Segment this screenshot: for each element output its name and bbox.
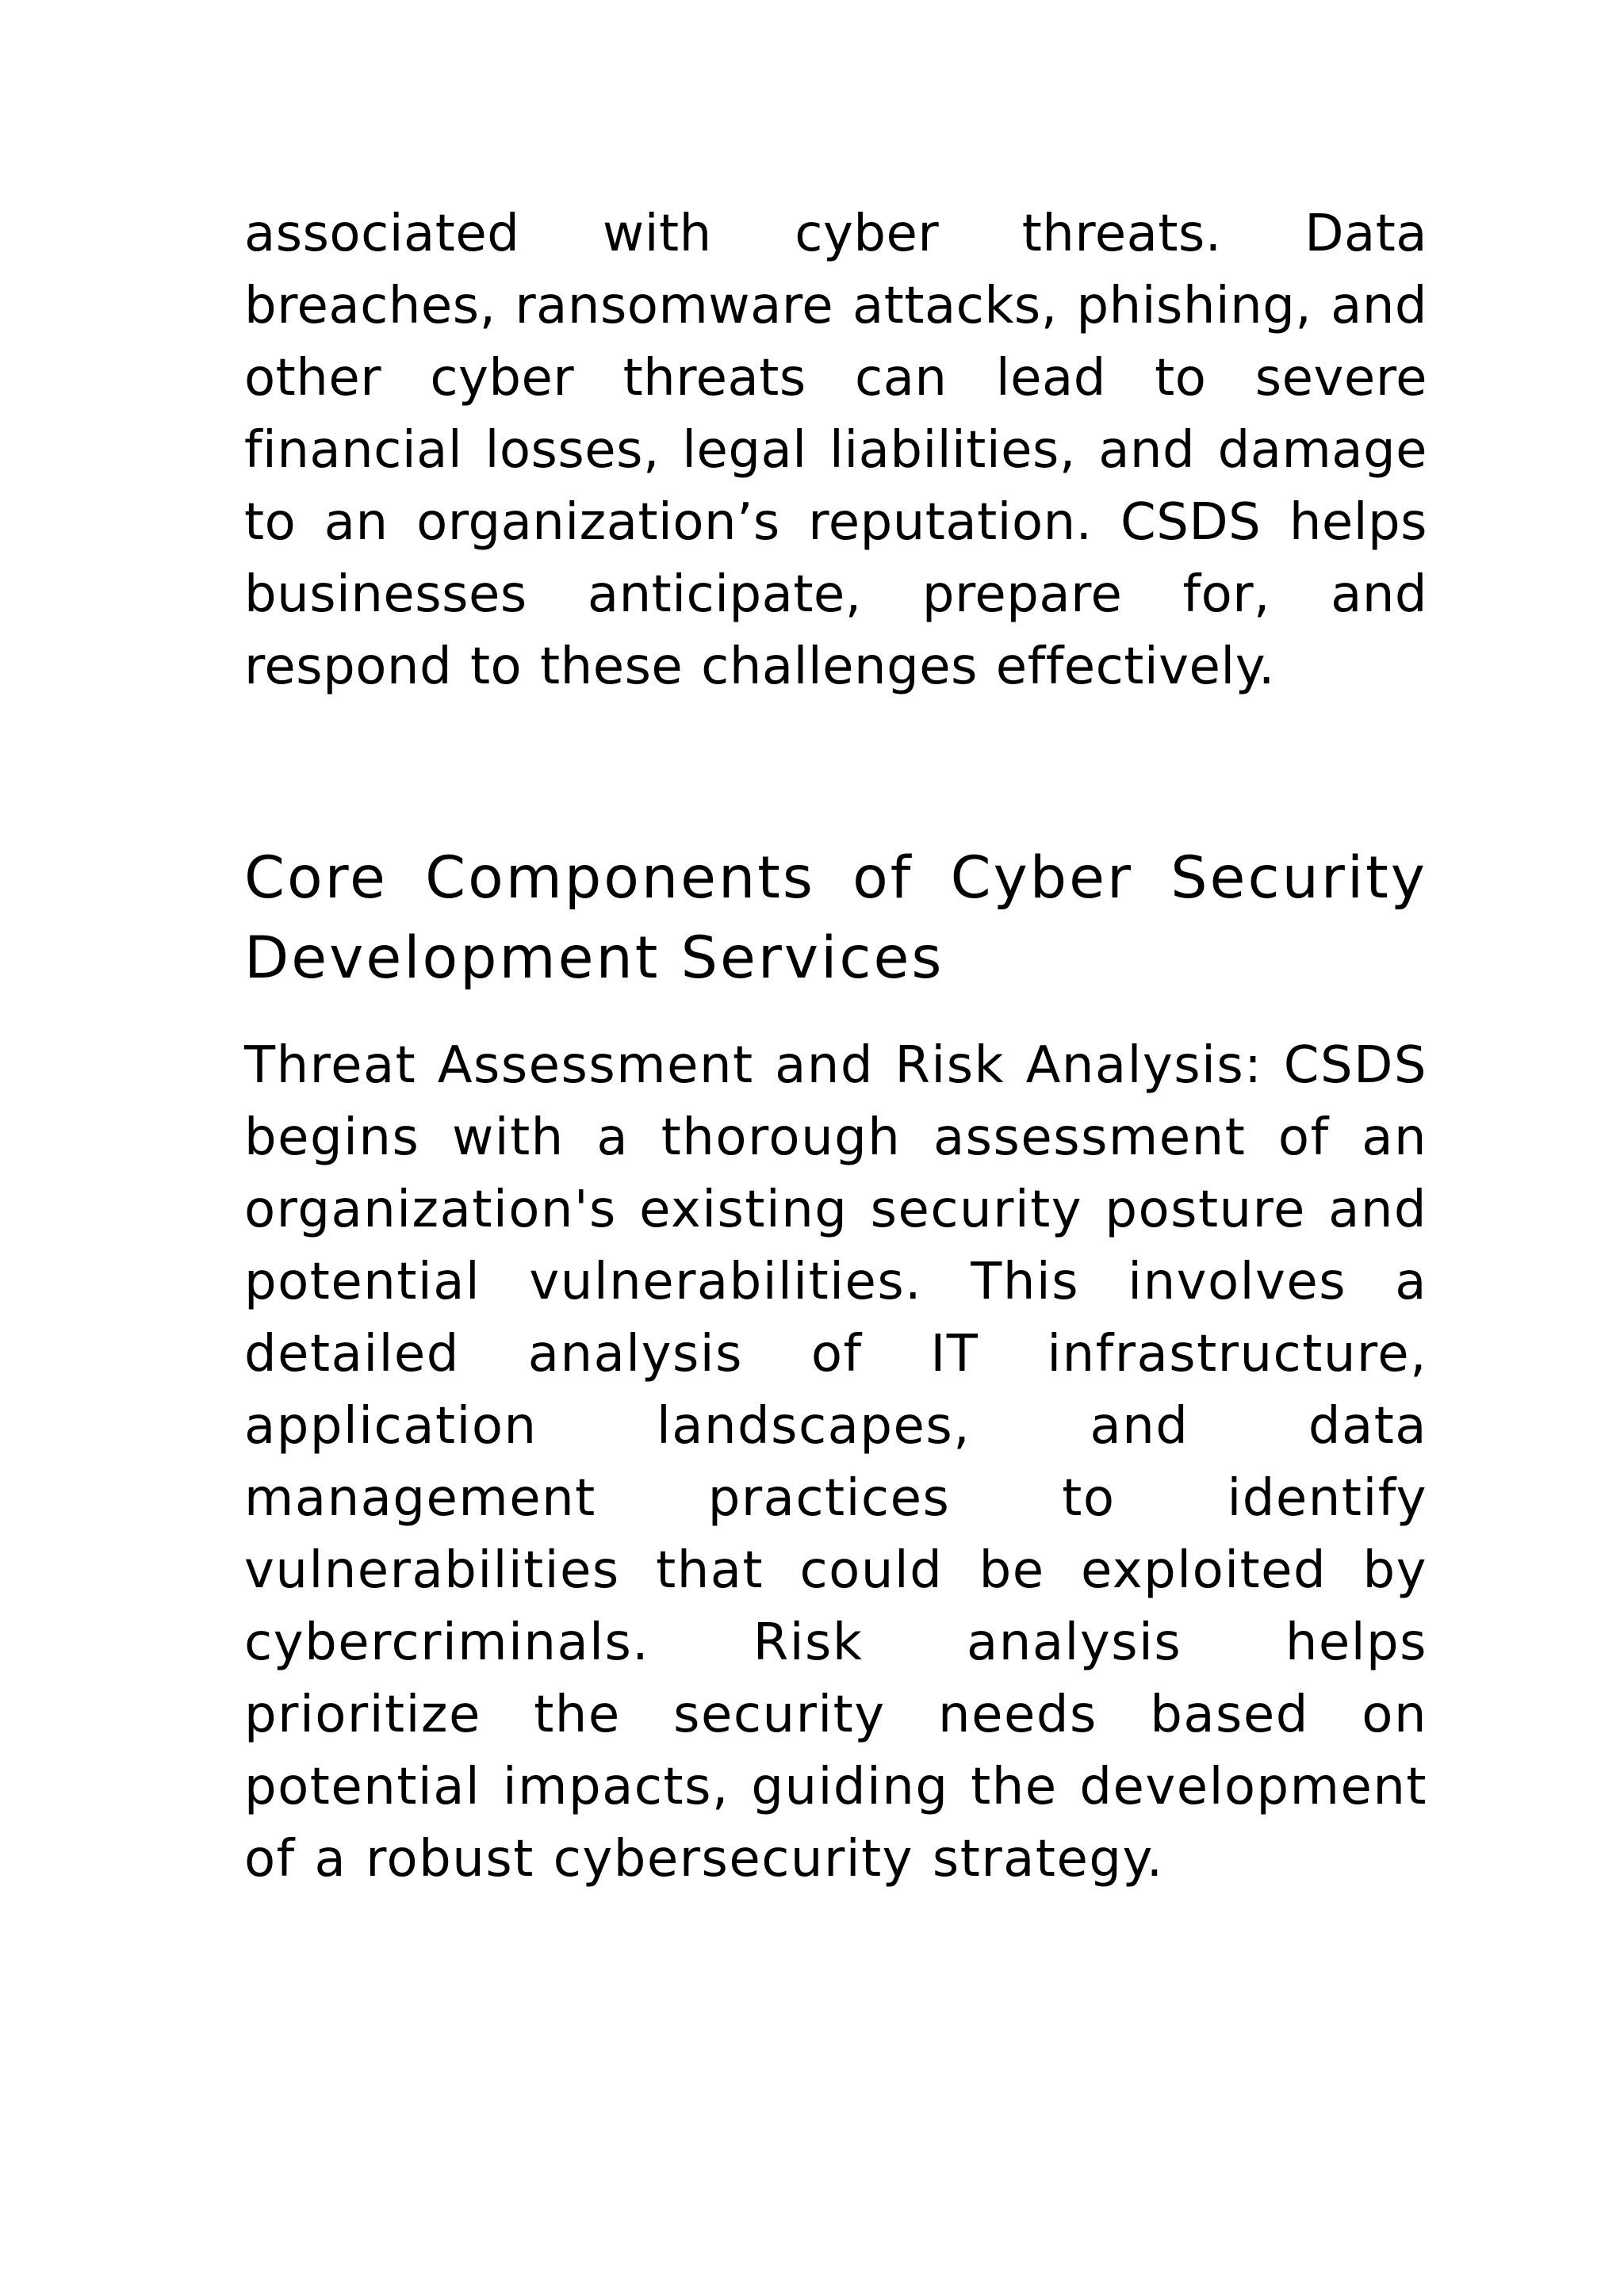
threat-assessment-paragraph: Threat Assessment and Risk Analysis: CSDS begins with a thorough assessment of an organization's existing security posture and potential vulnerabilities. This involves a detailed analysis of IT infrastructure, application landscapes, and data management practices to identify vulnerabilities that could be exploited by cybercriminals. Risk analysis helps prioritize the security needs based on potential impacts, guiding the development of a robust cybersecurity strategy. xyxy=(244,1036,1427,1888)
page-content xyxy=(244,198,1427,1896)
section-heading: Core Components of Cyber Security Development Services xyxy=(244,844,1427,992)
intro-paragraph: associated with cyber threats. Data breaches, ransomware attacks, phishing, and other cyber threats can lead to severe financial losses, legal liabilities, and damage to an organization’s reputation. CSDS helps businesses anticipate, prepare for, and respond to these challenges effectively. xyxy=(244,205,1427,696)
